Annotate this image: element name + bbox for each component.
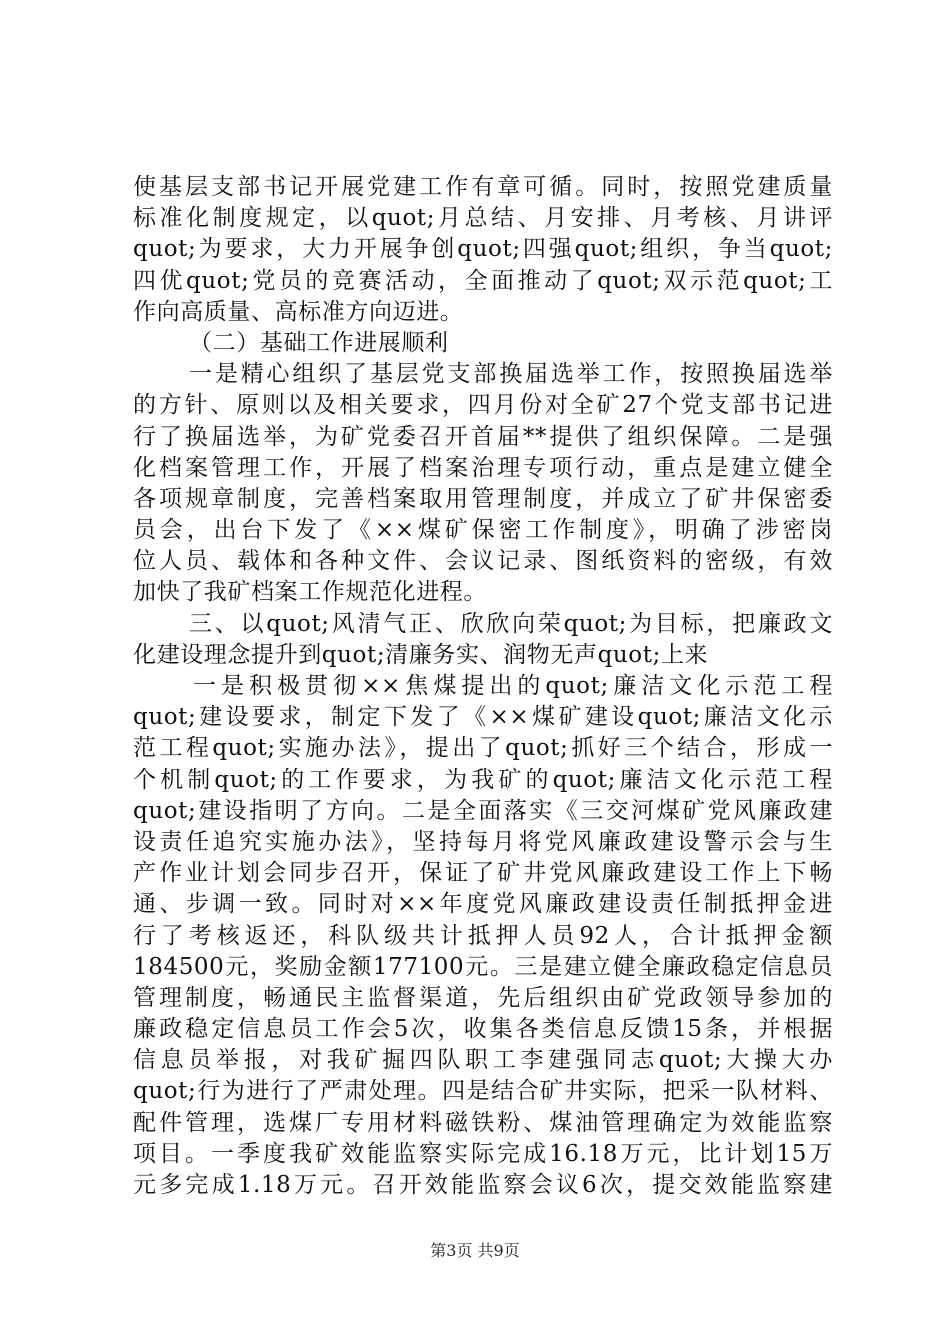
text-line: 员会，出台下发了《××煤矿保密工作制度》，明确了涉密岗: [133, 517, 833, 544]
text-line: 一是积极贯彻××焦煤提出的quot;廉洁文化示范工程: [193, 673, 833, 699]
text-line: quot;建设要求，制定下发了《××煤矿建设quot;廉洁文化示: [133, 704, 833, 731]
text-line: quot;建设指明了方向。二是全面落实《三交河煤矿党风廉政建: [133, 797, 833, 824]
text-line: 一是精心组织了基层党支部换届选举工作，按照换届选举: [189, 361, 833, 388]
text-line: 项目。一季度我矿效能监察实际完成16.18万元，比计划15万: [133, 1140, 833, 1167]
text-line: 184500元，奖励金额177100元。三是建立健全廉政稳定信息员: [133, 953, 833, 980]
text-line: 廉政稳定信息员工作会5次，收集各类信息反馈15条，并根据: [133, 1016, 833, 1043]
text-line: 行了考核返还，科队级共计抵押人员92人，合计抵押金额: [133, 922, 833, 949]
text-line: 个机制quot;的工作要求，为我矿的quot;廉洁文化示范工程: [133, 766, 833, 793]
text-line: 加快了我矿档案工作规范化进程。: [133, 579, 487, 606]
text-line: 各项规章制度，完善档案取用管理制度，并成立了矿井保密委: [133, 485, 833, 512]
text-line: 通、步调一致。同时对××年度党风廉政建设责任制抵押金进: [133, 891, 833, 918]
section-heading: 化建设理念提升到quot;清廉务实、润物无声quot;上来: [133, 641, 709, 668]
text-line: 信息员举报，对我矿掘四队职工李建强同志quot;大操大办: [133, 1047, 833, 1074]
text-line: 设责任追究实施办法》，坚持每月将党风廉政建设警示会与生: [133, 828, 833, 855]
text-line: 作向高质量、高标准方向迈进。: [133, 298, 464, 325]
text-line: 管理制度，畅通民主监督渠道，先后组织由矿党政领导参加的: [133, 984, 833, 1011]
text-line: 的方针、原则以及相关要求，四月份对全矿27个党支部书记进: [133, 392, 833, 419]
text-line: 产作业计划会同步召开，保证了矿井党风廉政建设工作上下畅: [133, 860, 833, 887]
text-line: 标准化制度规定，以quot;月总结、月安排、月考核、月讲评: [133, 205, 833, 232]
text-line: 配件管理，选煤厂专用材料磁铁粉、煤油管理确定为效能监察: [133, 1109, 833, 1136]
text-line: 范工程quot;实施办法》，提出了quot;抓好三个结合，形成一: [133, 735, 833, 762]
text-line: 位人员、载体和各种文件、会议记录、图纸资料的密级，有效: [133, 548, 833, 575]
text-line: 四优quot;党员的竞赛活动，全面推动了quot;双示范quot;工: [133, 267, 833, 294]
text-line: quot;行为进行了严肃处理。四是结合矿井实际，把采一队材料、: [133, 1078, 833, 1105]
section-heading: 三、以quot;风清气正、欣欣向荣quot;为目标，把廉政文: [189, 610, 833, 637]
text-line: 化档案管理工作，开展了档案治理专项行动，重点是建立健全: [133, 454, 833, 481]
page-number-footer: 第3页 共9页: [430, 1241, 520, 1260]
text-line: quot;为要求，大力开展争创quot;四强quot;组织，争当quot;: [133, 236, 833, 263]
section-heading: （二）基础工作进展顺利: [189, 329, 449, 356]
body-text: [133, 172, 833, 1201]
text-line: 行了换届选举，为矿党委召开首届**提供了组织保障。二是强: [133, 423, 833, 450]
text-line: 元多完成1.18万元。召开效能监察会议6次，提交效能监察建: [133, 1172, 833, 1198]
text-line: 使基层支部书记开展党建工作有章可循。同时，按照党建质量: [133, 174, 833, 200]
